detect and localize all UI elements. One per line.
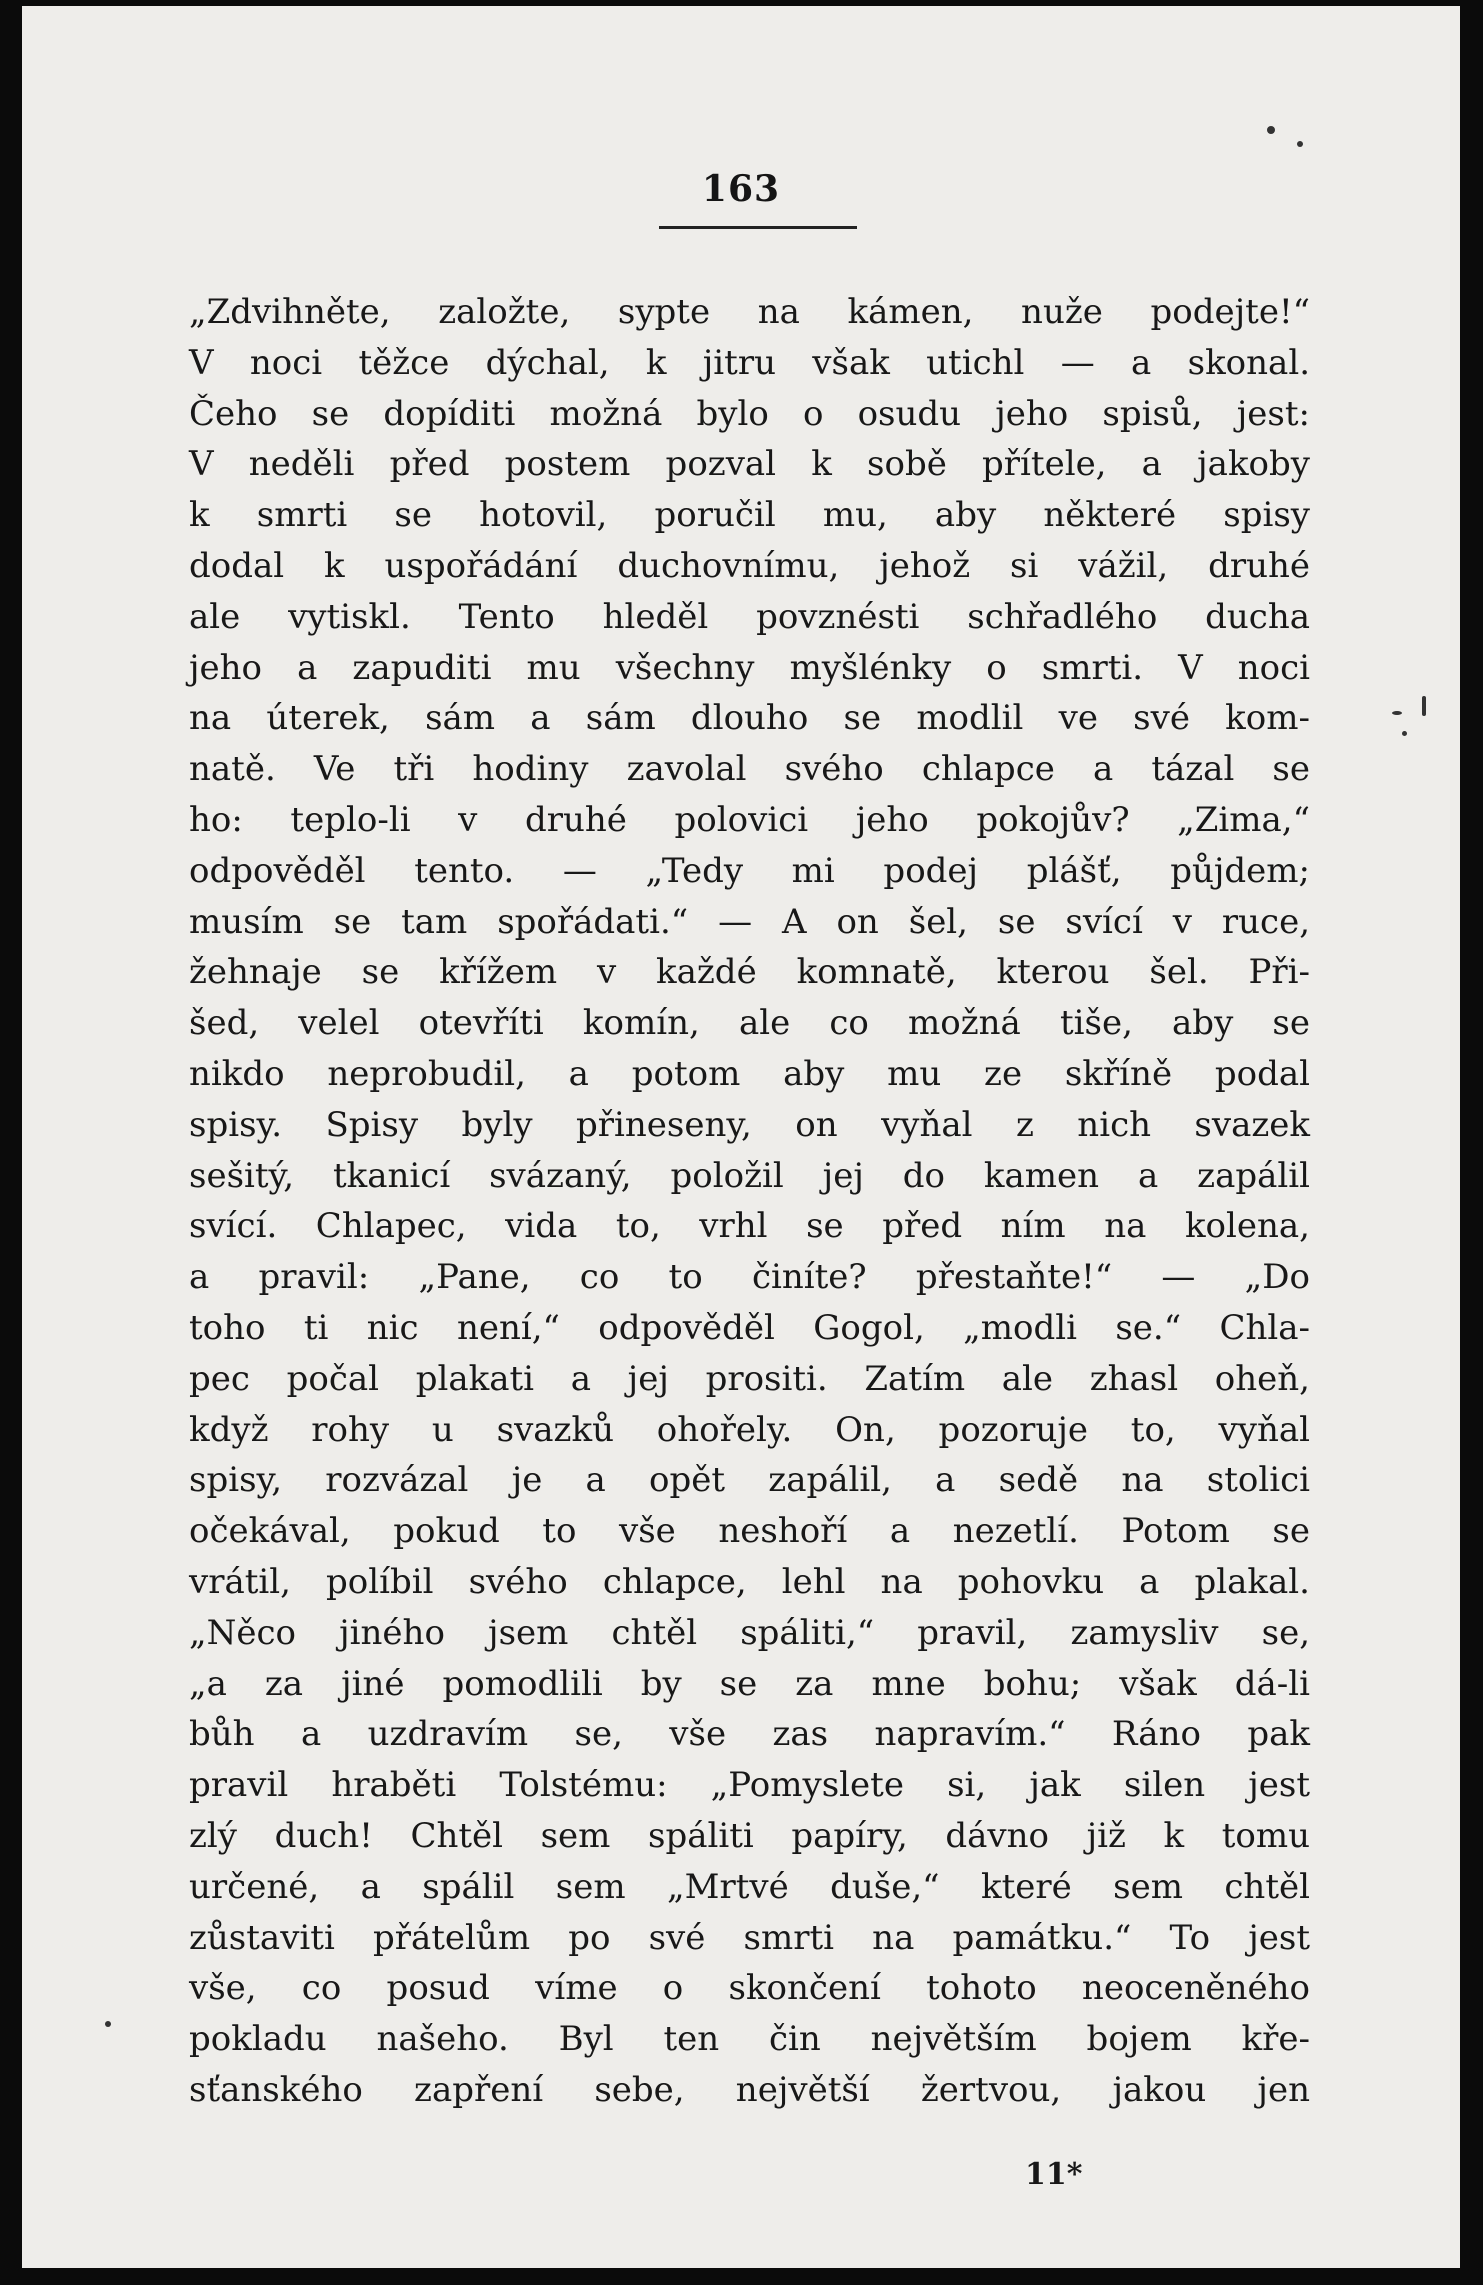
- text-line: ale vytiskl. Tento hleděl povznésti schřadlého ducha: [189, 596, 1310, 637]
- text-line: vše, co posud víme o skončení tohoto neoceněného: [189, 1968, 1310, 2009]
- text-line: natě. Ve tři hodiny zavolal svého chlapce a tázal se: [189, 749, 1310, 790]
- text-line: musím se tam spořádati.“ — A on šel, se svící v ruce,: [189, 901, 1310, 942]
- ink-speck: [1267, 126, 1275, 134]
- text-line: vrátil, políbil svého chlapce, lehl na pohovku a plakal.: [189, 1561, 1310, 1602]
- text-line: V noci těžce dýchal, k jitru však utichl — a skonal.: [189, 342, 1310, 383]
- text-line: žehnaje se křížem v každé komnatě, kterou šel. Při-: [189, 952, 1310, 993]
- text-line: pec počal plakati a jej prositi. Zatím ale zhasl oheň,: [189, 1358, 1310, 1399]
- text-line: zůstaviti přátelům po své smrti na památku.“ To jest: [189, 1917, 1310, 1958]
- text-line: ho: teplo-li v druhé polovici jeho pokojův? „Zima,“: [189, 799, 1310, 840]
- ink-speck: [105, 2021, 111, 2027]
- book-page: [22, 6, 1460, 2268]
- text-line: spisy. Spisy byly přineseny, on vyňal z nich svazek: [189, 1104, 1310, 1145]
- ink-speck: [1422, 696, 1426, 716]
- ink-speck: [1297, 141, 1303, 147]
- text-line: bůh a uzdravím se, vše zas napravím.“ Ráno pak: [189, 1714, 1310, 1755]
- text-line: toho ti nic není,“ odpověděl Gogol, „modli se.“ Chla-: [189, 1307, 1310, 1348]
- printer-signature-mark: 11*: [1025, 2157, 1083, 2192]
- text-line: jeho a zapuditi mu všechny myšlénky o smrti. V noci: [189, 647, 1310, 688]
- text-line: odpověděl tento. — „Tedy mi podej plášť, půjdem;: [189, 850, 1310, 891]
- page-number-rule: [659, 226, 857, 229]
- ink-speck: [1392, 711, 1402, 715]
- text-line: zlý duch! Chtěl sem spáliti papíry, dávno již k tomu: [189, 1815, 1310, 1856]
- text-line: spisy, rozvázal je a opět zapálil, a sedě na stolici: [189, 1460, 1310, 1501]
- text-line: nikdo neprobudil, a potom aby mu ze skříně podal: [189, 1053, 1310, 1094]
- text-line: Čeho se dopíditi možná bylo o osudu jeho spisů, jest:: [189, 393, 1310, 434]
- text-line: „a za jiné pomodlili by se za mne bohu; však dá-li: [189, 1663, 1310, 1704]
- page-number: 163: [701, 168, 781, 210]
- text-line: očekával, pokud to vše neshoří a nezetlí. Potom se: [189, 1511, 1310, 1552]
- body-text: [189, 287, 1310, 2116]
- text-line: dodal k uspořádání duchovnímu, jehož si vážil, druhé: [189, 545, 1310, 586]
- text-line: pokladu našeho. Byl ten čin největším bojem kře-: [189, 2019, 1310, 2060]
- text-line: sťanského zapření sebe, největší žertvou, jakou jen: [189, 2069, 1310, 2110]
- text-line: svící. Chlapec, vida to, vrhl se před ním na kolena,: [189, 1206, 1310, 1247]
- text-line: když rohy u svazků ohořely. On, pozoruje to, vyňal: [189, 1409, 1310, 1450]
- text-line: „Zdvihněte, založte, sypte na kámen, nuže podejte!“: [189, 292, 1310, 332]
- text-line: V neděli před postem pozval k sobě přítele, a jakoby: [189, 444, 1310, 485]
- text-line: šed, velel otevříti komín, ale co možná tiše, aby se: [189, 1003, 1310, 1044]
- text-line: na úterek, sám a sám dlouho se modlil ve své kom-: [189, 698, 1310, 739]
- text-line: určené, a spálil sem „Mrtvé duše,“ které sem chtěl: [189, 1866, 1310, 1907]
- text-line: pravil hraběti Tolstému: „Pomyslete si, jak silen jest: [189, 1765, 1310, 1806]
- ink-speck: [1402, 731, 1407, 736]
- text-line: k smrti se hotovil, poručil mu, aby některé spisy: [189, 495, 1310, 536]
- text-line: sešitý, tkanicí svázaný, položil jej do kamen a zapálil: [189, 1155, 1310, 1196]
- text-line: „Něco jiného jsem chtěl spáliti,“ pravil, zamysliv se,: [189, 1612, 1310, 1653]
- text-line: a pravil: „Pane, co to činíte? přestaňte!“ — „Do: [189, 1257, 1310, 1298]
